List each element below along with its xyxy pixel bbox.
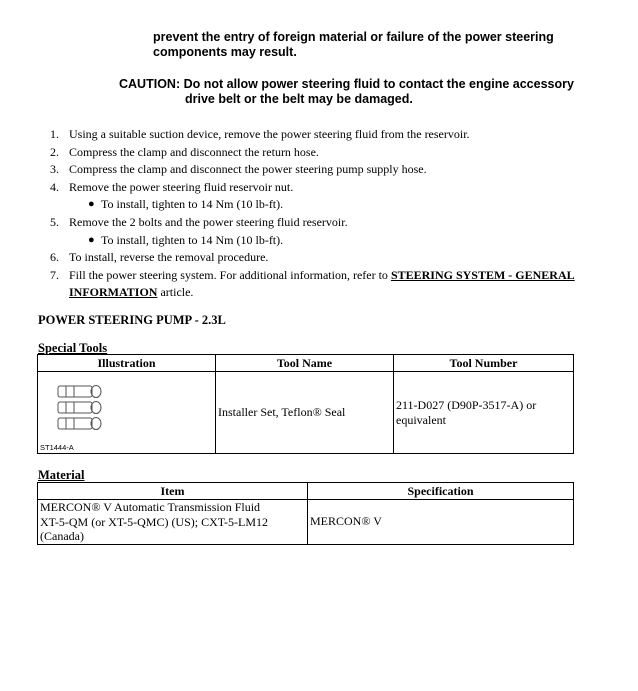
step-sub-text: To install, tighten to 14 Nm (10 lb-ft).	[101, 232, 284, 247]
caution-line-2: drive belt or the belt may be damaged.	[185, 92, 413, 106]
step-text: Remove the power steering fluid reservoir nut.	[69, 179, 294, 194]
tool-number-line-2: equivalent	[396, 412, 446, 427]
step-number: 7.	[50, 267, 59, 282]
step-item	[38, 161, 608, 179]
step-text: Compress the clamp and disconnect the return hose.	[69, 144, 319, 159]
step-number: 6.	[50, 250, 59, 265]
step-sub-item	[38, 196, 608, 214]
step-text: Using a suitable suction device, remove the power steering fluid from the reservoir.	[69, 127, 470, 141]
special-tools-heading: Special Tools	[38, 341, 108, 355]
tool-name-cell: Installer Set, Teflon® Seal	[216, 372, 394, 454]
caution-text	[119, 77, 574, 107]
step-text-after: article.	[157, 285, 194, 300]
specification-cell: MERCON® V	[308, 500, 574, 545]
illustration-cell	[38, 372, 216, 454]
step-item	[38, 214, 608, 232]
tool-number-line-1: 211-D027 (D90P-3517-A) or	[396, 397, 537, 412]
item-line-3: (Canada)	[40, 529, 84, 543]
material-heading: Material	[38, 468, 85, 482]
bullet-icon: ●	[88, 233, 95, 246]
step-number: 1.	[50, 127, 59, 141]
step-number: 4.	[50, 179, 59, 194]
step-item	[38, 144, 608, 162]
section-title: POWER STEERING PUMP - 2.3L	[38, 313, 226, 327]
table-header-row	[38, 355, 574, 372]
step-sub-item	[38, 232, 608, 250]
step-number: 2.	[50, 144, 59, 159]
step-sub-text: To install, tighten to 14 Nm (10 lb-ft).	[101, 197, 284, 212]
column-header-item: Item	[38, 483, 308, 500]
steering-system-link-cont[interactable]: INFORMATION	[69, 285, 158, 300]
illustration-caption: ST1444-A	[40, 443, 74, 452]
step-number: 3.	[50, 162, 59, 177]
column-header-specification: Specification	[308, 483, 574, 500]
step-item	[38, 249, 608, 267]
table-header-row	[38, 483, 574, 500]
special-tools-table	[37, 354, 574, 454]
column-header-illustration: Illustration	[38, 355, 216, 372]
warning-line-2: components may result.	[153, 45, 297, 59]
warning-text	[153, 30, 554, 60]
step-text: Remove the 2 bolts and the power steering fluid reservoir.	[69, 214, 348, 229]
item-cell	[38, 500, 308, 545]
warning-line-1: prevent the entry of foreign material or failure of the power steering	[153, 30, 554, 44]
table-row	[38, 500, 574, 545]
table-row	[38, 372, 574, 454]
column-header-tool-name: Tool Name	[216, 355, 394, 372]
step-item	[38, 179, 608, 197]
step-item	[38, 126, 608, 144]
step-number: 5.	[50, 214, 59, 229]
material-table	[37, 482, 574, 545]
column-header-tool-number: Tool Number	[394, 355, 574, 372]
step-text: To install, reverse the removal procedure.	[69, 250, 269, 265]
step-text-before: Fill the power steering system. For additional information, refer to	[69, 267, 391, 282]
item-line-2: XT-5-QM (or XT-5-QMC) (US); CXT-5-LM12	[40, 514, 268, 529]
bullet-icon: ●	[88, 198, 95, 211]
steering-system-link[interactable]: STEERING SYSTEM - GENERAL	[390, 267, 575, 282]
seal-installer-set-icon	[54, 380, 114, 436]
step-text: Compress the clamp and disconnect the power steering pump supply hose.	[69, 162, 427, 177]
procedure-steps	[38, 126, 608, 302]
item-line-1: MERCON® V Automatic Transmission Fluid	[40, 500, 261, 514]
caution-line-1: CAUTION: Do not allow power steering fluid to contact the engine accessory	[119, 77, 574, 91]
step-item	[38, 267, 608, 302]
tool-number-cell	[394, 372, 574, 454]
